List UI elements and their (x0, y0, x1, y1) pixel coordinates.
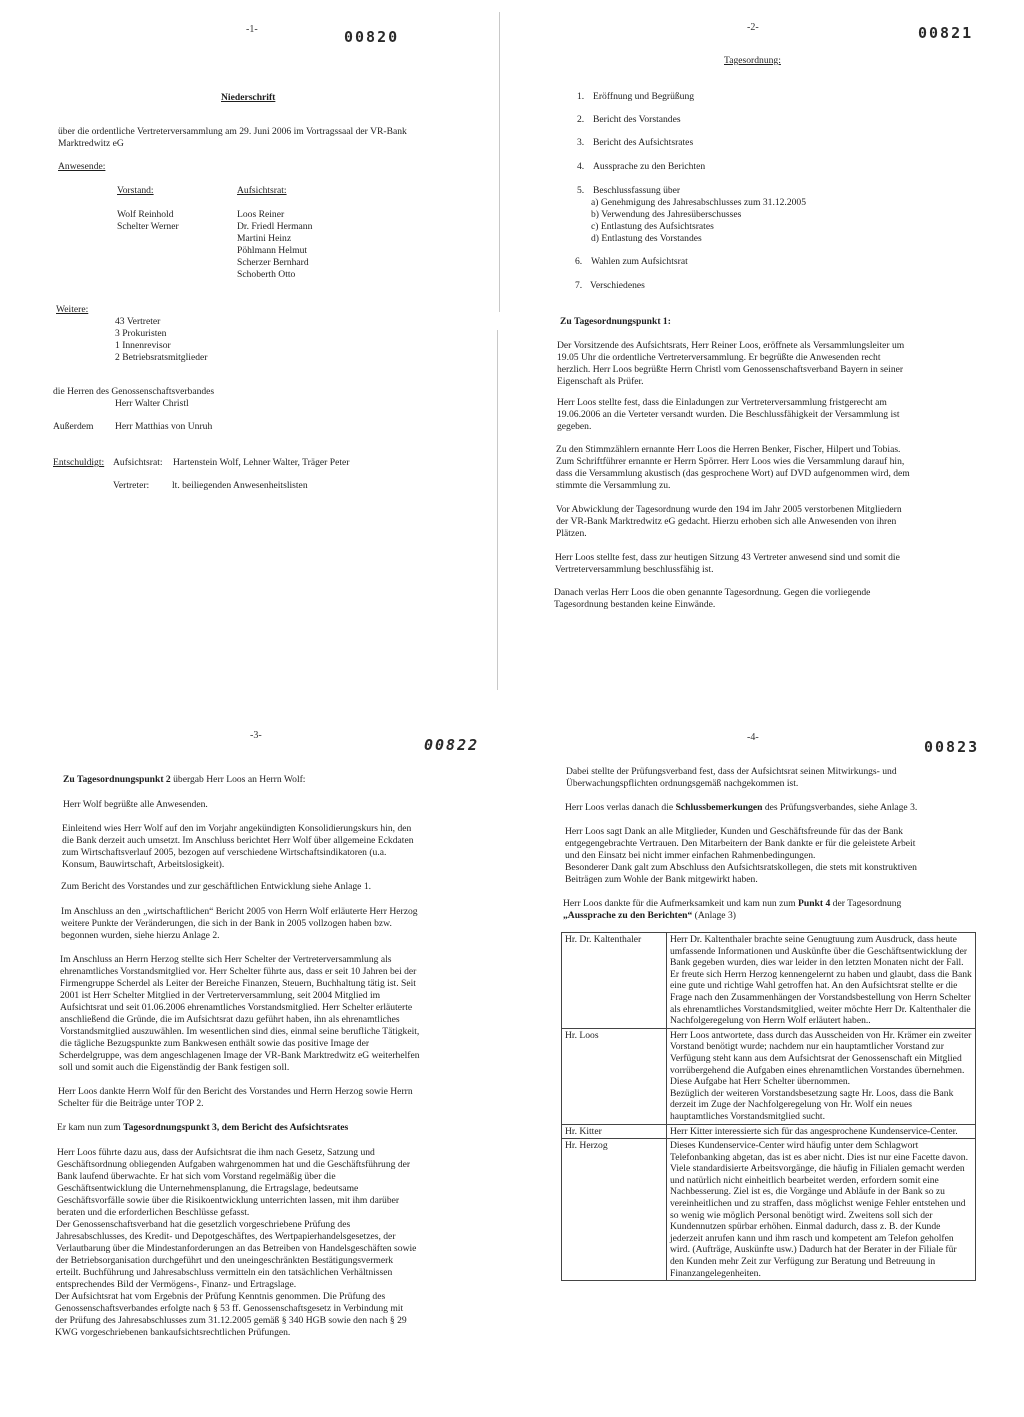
document-title: Niederschrift (221, 92, 276, 103)
agenda-number: 1. (577, 91, 585, 102)
report-line: Verlautbarung über die Mindestanforderungen an das Betreiben von Handelsgeschäften sowie (56, 1243, 417, 1254)
archive-stamp: 00821 (918, 24, 974, 42)
paragraph-line: Überwachungspflichten ordnungsgemäß nachgekommen ist. (566, 778, 799, 789)
agenda-title: Tagesordnung: (724, 55, 781, 66)
verband-line: die Herren des Genossenschaftsverbandes (53, 386, 215, 397)
agenda-number: 5. (577, 185, 585, 196)
paragraph-line: Herr Wolf begrüßte alle Anwesenden. (63, 799, 208, 810)
agenda-number: 7. (575, 280, 583, 291)
paragraph-line: stimmte die Versammlung zu. (556, 480, 671, 491)
paragraph-line: Schelter für die Beiträge unter TOP 2. (58, 1098, 204, 1109)
paragraph-line: Konsum, Bauwirtschaft, Arbeitslosigkeit). (62, 859, 225, 870)
p2-pre: Herr Loos verlas danach die (565, 802, 676, 813)
report-line: der Betriebsorganisation durchgeführt und den uneingeschränkten Bestätigungsvermerk (56, 1255, 394, 1266)
page-number: -1- (246, 24, 258, 35)
top2-bold: Zu Tagesordnungspunkt 2 (63, 774, 171, 785)
paragraph-line: die tägliche Bezugspunkte zum Bankwesen enthält sowie das positive Image der (60, 1038, 370, 1049)
vorstand-member: Schelter Werner (117, 221, 179, 232)
paragraph-line: Zum Bericht des Vorstandes und zur geschäftlichen Entwicklung siehe Anlage 1. (61, 881, 372, 892)
statement-cell: Herr Dr. Kaltenthaler brachte seine Genugtuung zum Ausdruck, dass heute umfassende Informationen und Auskünfte über die Geschäftsentwicklung der Bank gegeben wurden, dies war leider in den letzten Monaten nicht der Fall. Er freute sich Herrn Herzog kennengelernt zu haben und glaubt, dass die Bank eine gute und richtige Wahl getroffen hat. An den Aufsichtsrat stellte er die Frage nach den Zusammenhängen der Vorstandsbestellung von Herrn Schelter als ehrenamtliches Vorstandsmitglied, weiter möchte Herr Dr. Kaltenthaler die Nachfolgeregelung von Herrn Wolf erläutert haben.. (667, 933, 976, 1029)
agenda-item: Eröffnung und Begrüßung (593, 91, 695, 102)
ausserdem-label: Außerdem (53, 421, 94, 432)
weitere-label: Weitere: (56, 304, 89, 315)
entschuldigt-aufsichtsrat-label: Aufsichtsrat: (113, 457, 163, 468)
statement-cell (667, 1028, 976, 1124)
entschuldigt-vertreter-label: Vertreter: (113, 480, 150, 491)
statement-cell: Dieses Kundenservice-Center wird häufig unter dem Schlagwort Telefonbanking abgetan, das ist es aber nicht. Dies ist nur eine Facette davon. Viele standardisierte Arbeitsvorgänge, die häufig in Filialen gemacht werden und natürlich nicht einheitlich bearbeitet werden, erfordern somit eine Nachbesserung. Ziel ist es, die Vorgänge und Abläufe in der Bank so zu vereinheitlichen und zu straffen, dass möglichst wenige Fehler entstehen und so wenig wie möglich Personal benötigt wird. Zweitens soll sich der Kundennutzen spürbar erhöhen. Einmal dadurch, dass z. B. der Kunde jederzeit anrufen kann und ihm rasch und kompetent am Telefon geholfen wird. (Aufträge, Auskünfte usw.) Dadurch hat der Berater in der Filiale für den Kunden mehr Zeit zur Verfügung zur Beratung und Betreuung in Finanzangelegenheiten. (667, 1139, 976, 1281)
entschuldigt-label: Entschuldigt: (53, 457, 105, 468)
paragraph-line: Danach verlas Herr Loos die oben genannte Tagesordnung. Gegen die vorliegende (554, 587, 871, 598)
paragraph-line: Herr Loos dankte Herrn Wolf für den Bericht des Vorstandes und Herrn Herzog sowie Herrn (58, 1086, 413, 1097)
report-line: KWG vorgeschriebenen bankaufsichtsrechtlichen Prüfungen. (55, 1327, 291, 1338)
entschuldigt-vertreter-value: lt. beiliegenden Anwesenheitslisten (172, 480, 308, 491)
statement-text: Herr Loos antwortete, dass durch das Ausscheiden von Hr. Krämer ein zweiter Vorstand benötigt wurde; nachdem nur ein hauptamtlicher Vorstand zur Verfügung steht kann aus dem Aufsichtsrat der Genossenschaft ein Mitglied vorrübergehend die Aufgaben eines ehrenamtlichen Vorstandes übernehmen. Diese Aufgabe hat Herr Schelter übernommen. (670, 1029, 972, 1088)
page-1 (0, 0, 510, 700)
paragraph-line: anschließend die Gründe, die im Aufsichtsrat dazu geführt haben, ihn als ehrenamtliches (60, 1014, 400, 1025)
report-line: erteilt. Buchführung und Jahresabschluss vermitteln ein den tatsächlichen Verhältnissen (56, 1267, 393, 1278)
speaker-cell: Hr. Herzog (562, 1139, 667, 1281)
weitere-item: 3 Prokuristen (115, 328, 167, 339)
paragraph-line: soll und somit auch die Eigenständig der Bank festigen soll. (59, 1062, 290, 1073)
top3-pre: Er kam nun zum (57, 1122, 124, 1133)
top3-bold: Tagesordnungspunkt 3, dem Bericht des Aufsichtsrates (123, 1122, 349, 1133)
paragraph-line: Firmengruppe Scherdel als Leiter der Bereiche Finanzen, Steuern, Buchhaltung tätig ist. Seit (60, 978, 416, 989)
paragraph-line: und den Einsatz bei nicht immer einfachen Rahmenbedingungen. (565, 850, 816, 861)
report-line: Geschäftsvorfälle sowie über die Risikoentwicklung unterrichten lassen, mit ihm darüber (57, 1195, 400, 1206)
table-row (562, 933, 976, 1029)
verband-line: Herr Walter Christl (115, 398, 189, 409)
entschuldigt-aufsichtsrat-value: Hartenstein Wolf, Lehner Walter, Träger Peter (173, 457, 350, 468)
report-line: Geschäftsordnung obliegenden Aufgaben wahrgenommen hat und die Geschäftsführung der (57, 1159, 411, 1170)
paragraph-line: Vor Abwicklung der Tagesordnung wurde den 194 im Jahr 2005 verstorbenen Mitgliedern (556, 504, 902, 515)
paragraph-line: Plätzen. (556, 528, 587, 539)
paragraph-line: entgegengebrachte Vertrauen. Den Mitarbeitern der Bank dankte er für die geleistete Arbeit (565, 838, 916, 849)
p4-l2-post: (Anlage 3) (692, 910, 736, 921)
p2-bold: Schlussbemerkungen (675, 802, 763, 813)
report-line: Der Aufsichtsrat hat vom Ergebnis der Prüfung Kenntnis genommen. Die Prüfung des (55, 1291, 386, 1302)
paragraph-line: Einleitend wies Herr Wolf auf den im Vorjahr angekündigten Konsolidierungskurs hin, den (62, 823, 412, 834)
intro-line: über die ordentliche Vertreterversammlung am 29. Juni 2006 im Vortragssaal der VR-Bank (58, 126, 407, 137)
report-line: entsprechendes Bild der Vermögens-, Finanz- und Ertragslage. (56, 1279, 297, 1290)
paragraph-line (565, 802, 917, 813)
paragraph-line: herzlich. Herr Loos begrüßte Herrn Christl vom Genossenschaftsverband Bayern in seiner (557, 364, 904, 375)
aufsichtsrat-member: Loos Reiner (237, 209, 285, 220)
agenda-subitem: a) Genehmigung des Jahresabschlusses zum 31.12.2005 (591, 197, 807, 208)
agenda-number: 6. (575, 256, 583, 267)
archive-stamp: 00820 (344, 28, 400, 46)
speaker-cell: Hr. Loos (562, 1028, 667, 1124)
paragraph-line: zum Wirtschaftsverlauf 2005, bezogen auf verschiedene Wirtschaftsindikatoren (u.a. (62, 847, 387, 858)
paragraph-line: Dabei stellte der Prüfungsverband fest, dass der Aufsichtsrat seinen Mitwirkungs- und (566, 766, 897, 777)
table-row (562, 1124, 976, 1139)
aufsichtsrat-member: Scherzer Bernhard (237, 257, 309, 268)
aufsichtsrat-member: Martini Heinz (237, 233, 292, 244)
page-divider (497, 330, 498, 690)
agenda-item: Wahlen zum Aufsichtsrat (591, 256, 688, 267)
p4-post: der Tagesordnung (830, 898, 902, 909)
anwesende-label: Anwesende: (58, 161, 106, 172)
paragraph-line (563, 898, 901, 909)
paragraph-line: weitere Punkte der Veränderungen, die sich in der Bank in 2005 vollzogen haben bzw. (61, 918, 392, 929)
vorstand-label: Vorstand: (117, 185, 154, 196)
report-line: Geschäftsentwicklung die Unternehmensplanung, die Ertragslage, bedeutsame (57, 1183, 359, 1194)
p4-pre: Herr Loos dankte für die Aufmerksamkeit und kam nun zum (563, 898, 798, 909)
paragraph-line: Im Anschluss an den „wirtschaftlichen“ Bericht 2005 von Herrn Wolf erläuterte Herr Herzog (61, 906, 418, 917)
aufsichtsrat-member: Dr. Friedl Hermann (237, 221, 313, 232)
weitere-item: 2 Betriebsratsmitglieder (115, 352, 208, 363)
aufsichtsrat-label: Aufsichtsrat: (237, 185, 287, 196)
report-line: Jahresabschlusses, des Kredit- und Depotgeschäftes, des Wertpapierhandelsgesetzes, der (56, 1231, 396, 1242)
paragraph-line: Aufsichtsrat und seit 01.06.2006 ehrenamtliches Vorstandsmitglied. Herr Schelter erläuterte (60, 1002, 413, 1013)
paragraph-line: Herr Loos stellte fest, dass zur heutigen Sitzung 43 Vertreter anwesend sind und somit die (555, 552, 900, 563)
paragraph-line: Eigenschaft als Prüfer. (557, 376, 644, 387)
agenda-subitem: b) Verwendung des Jahresüberschusses (591, 209, 742, 220)
paragraph-line: dass die Versammlung akustisch (das gesprochene Wort) auf DVD aufgenommen wird, dem (556, 468, 910, 479)
aufsichtsrat-member: Pöhlmann Helmut (237, 245, 308, 256)
agenda-item: Beschlussfassung über (593, 185, 681, 196)
agenda-number: 4. (577, 161, 585, 172)
p4-l2-bold: „Aussprache zu den Berichten“ (563, 910, 693, 921)
page-4 (540, 720, 1024, 1410)
paragraph-line: Tagesordnung bestanden keine Einwände. (554, 599, 716, 610)
report-line: Bank laufend überwachte. Er hat sich vom Vorstand regelmäßig über die (57, 1171, 336, 1182)
agenda-item: Aussprache zu den Berichten (593, 161, 706, 172)
paragraph-line: 19.05 Uhr die ordentliche Vertreterversammlung. Er begrüßte die Anwesenden recht (557, 352, 881, 363)
page-2 (540, 0, 1024, 700)
discussion-table (561, 932, 976, 1281)
table-row (562, 1139, 976, 1281)
page-number: -4- (747, 732, 759, 743)
paragraph-line: Herr Loos sagt Dank an alle Mitglieder, Kunden und Geschäftsfreunde für das der Bank (565, 826, 903, 837)
page-number: -3- (250, 730, 262, 741)
intro-line: Marktredwitz eG (58, 138, 124, 149)
agenda-item: Bericht des Aufsichtsrates (593, 137, 694, 148)
section-heading: Zu Tagesordnungspunkt 1: (560, 316, 671, 327)
ausserdem-value: Herr Matthias von Unruh (115, 421, 213, 432)
paragraph-line: 2001 ist Herr Schelter Mitglied in der Vertreterversammlung, seit 2004 Mitglied im (60, 990, 381, 1001)
section-heading (57, 1122, 348, 1133)
weitere-item: 1 Innenrevisor (115, 340, 171, 351)
agenda-subitem: c) Entlastung des Aufsichtsrates (591, 221, 714, 232)
archive-stamp: 00823 (924, 738, 980, 756)
agenda-item: Verschiedenes (590, 280, 645, 291)
page-divider (499, 12, 500, 312)
agenda-item: Bericht des Vorstandes (593, 114, 681, 125)
paragraph-line: Der Vorsitzende des Aufsichtsrats, Herr Reiner Loos, eröffnete als Versammlungsleiter um (557, 340, 905, 351)
statement-text: Bezüglich der weiteren Vorstandsbesetzung sagte Hr. Loos, dass die Bank derzeit im Zuge der Nachfolgeregelung von Hr. Wolf ein neues hauptamtliches Vorstandsmitglied sucht. (670, 1087, 954, 1122)
section-heading (63, 774, 305, 785)
p2-post: des Prüfungsverbandes, siehe Anlage 3. (762, 802, 918, 813)
agenda-number: 2. (577, 114, 585, 125)
paragraph-line: die Bank derzeit auch umsetzt. Im Anschluss berichtet Herr Wolf über allgemeine Eckdaten (62, 835, 414, 846)
paragraph-line: Beiträgen zum Wohle der Bank mitgewirkt haben. (565, 874, 758, 885)
paragraph-line: Scherdelgruppe, was dem angeschlagenen Image der VR-Bank Marktredwitz eG weiterhelfen (59, 1050, 420, 1061)
paragraph-line: Vertreterversammlung beschlussfähig ist. (555, 564, 714, 575)
paragraph-line: ehrenamtliches Vorstandsmitglied vor. Herr Schelter führte aus, dass er seit 10 Jahren bei der (60, 966, 417, 977)
speaker-cell: Hr. Kitter (562, 1124, 667, 1139)
paragraph-line: Zu den Stimmzählern ernannte Herr Loos die Herren Benker, Fischer, Hilpert und Tobias. (556, 444, 901, 455)
report-line: der Prüfung des Jahresabschlusses zum 31.12.2005 gemäß § 340 HGB sowie den nach § 29 (55, 1315, 407, 1326)
archive-stamp: 00822 (424, 736, 480, 754)
agenda-number: 3. (577, 137, 585, 148)
aufsichtsrat-member: Schoberth Otto (237, 269, 296, 280)
page-number: -2- (747, 22, 759, 33)
paragraph-line: Herr Loos stellte fest, dass die Einladungen zur Vertreterversammlung fristgerecht am (557, 397, 887, 408)
paragraph-line: Zum Schriftführer ernannte er Herrn Spörrer. Herr Loos wies die Versammlung darauf hin, (556, 456, 905, 467)
page-3 (0, 720, 510, 1410)
p4-bold: Punkt 4 (798, 898, 831, 909)
speaker-cell: Hr. Dr. Kaltenthaler (562, 933, 667, 1029)
paragraph-line: der VR-Bank Marktredwitz eG gedacht. Hierzu erhoben sich alle Anwesenden von ihren (556, 516, 897, 527)
paragraph-line: Besonderer Dank galt zum Abschluss den Aufsichtsratskollegen, die stets mit konstruktiven (565, 862, 917, 873)
paragraph-line (563, 910, 736, 921)
paragraph-line: gegeben. (557, 421, 592, 432)
statement-cell: Herr Kitter interessierte sich für das angesprochene Kundenservice-Center. (667, 1124, 976, 1139)
agenda-subitem: d) Entlastung des Vorstandes (591, 233, 702, 244)
report-line: Der Genossenschaftsverband hat die gesetzlich vorgeschriebene Prüfung des (56, 1219, 351, 1230)
weitere-item: 43 Vertreter (115, 316, 161, 327)
paragraph-line: begonnen wurden, siehe hierzu Anlage 2. (61, 930, 220, 941)
report-line: Genossenschaftsverbandes erfolgte nach § 53 ff. Genossenschaftsgesetz in Verbindung mit (55, 1303, 404, 1314)
paragraph-line: Vorstandsmitglied auszuwählen. Im wesentlichen sind dies, einmal seine berufliche Tätigkeit, (60, 1026, 420, 1037)
table-row (562, 1028, 976, 1124)
top2-rest: übergab Herr Loos an Herrn Wolf: (170, 774, 306, 785)
report-line: Herr Loos führte dazu aus, dass der Aufsichtsrat die ihm nach Gesetz, Satzung und (57, 1147, 375, 1158)
paragraph-line: 19.06.2006 an die Verteter versandt wurden. Die Beschlussfähigkeit der Versammlung ist (557, 409, 900, 420)
paragraph-line: Im Anschluss an Herrn Herzog stellte sich Herr Schelter der Vertreterversammlung als (60, 954, 392, 965)
report-line: beraten und die erforderlichen Beschlüsse gefasst. (57, 1207, 250, 1218)
vorstand-member: Wolf Reinhold (117, 209, 174, 220)
